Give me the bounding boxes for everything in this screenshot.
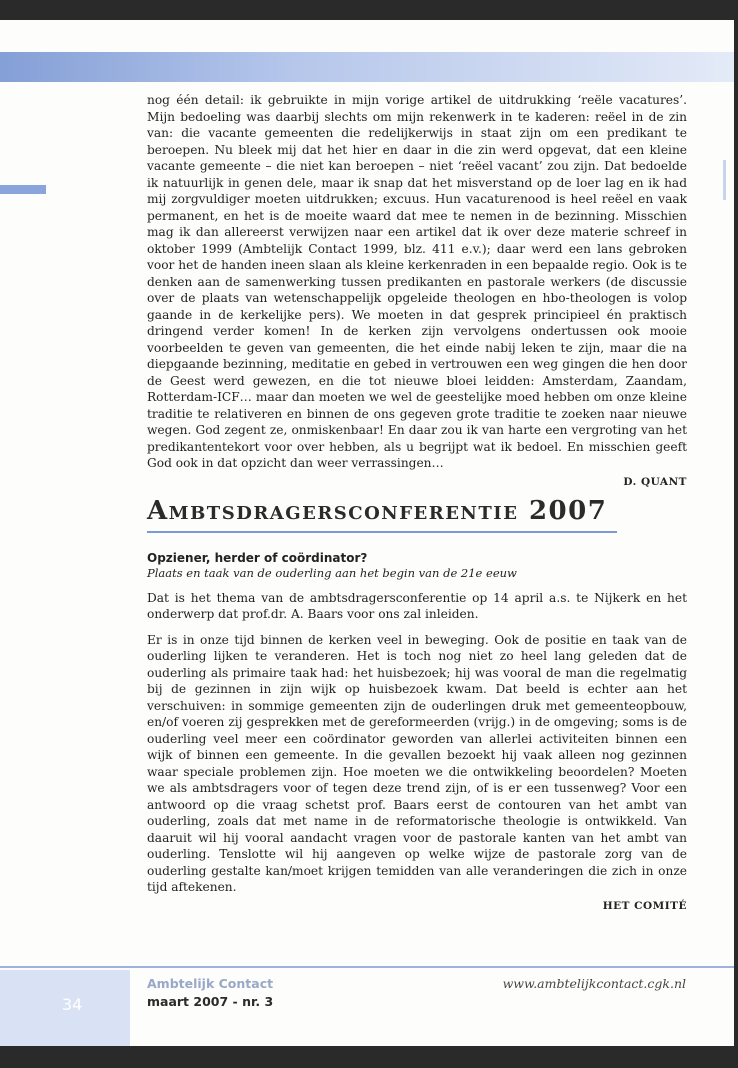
footer-website-link[interactable]: www.ambtelijkcontact.cgk.nl bbox=[502, 976, 686, 991]
page-number: 34 bbox=[62, 995, 83, 1014]
footer-issue: maart 2007 - nr. 3 bbox=[147, 994, 274, 1009]
header-color-band bbox=[0, 52, 734, 82]
article2-subsubtitle: Plaats en taak van de ouderling aan het begin van de 21e eeuw bbox=[147, 565, 517, 580]
magazine-page bbox=[0, 20, 734, 1046]
article1-signature: D. QUANT bbox=[623, 475, 687, 488]
article2-paragraph-1: Dat is het thema van de ambtsdragersconferentie op 14 april a.s. te Nijkerk en het onderwerp dat prof.dr. A. Baars voor ons zal inleiden. bbox=[147, 590, 687, 621]
article-column bbox=[147, 92, 687, 913]
margin-accent-mark bbox=[0, 185, 46, 194]
article2-signature: HET COMITÉ bbox=[602, 899, 687, 912]
article2-paragraph-2: Er is in onze tijd binnen de kerken veel in beweging. Ook de positie en taak van de ouderling lijken te veranderen. Het is toch nog niet zo heel lang geleden dat de ouderling als primaire taak had: het huisbezoek; hij was vooral de man die regelmatig bij de gezinnen in zijn wijk op huisbezoek kwam. Dat beeld is echter aan het verschuiven: in sommige gemeenten zijn de ouderlingen druk met gemeenteopbouw, en/of voeren zij gesprekken met de gereformeerden (vrijg.) in de omgeving; soms is de ouderling veel meer een coördinator geworden van allerlei activiteiten binnen een wijk of binnen een gemeente. In die gevallen bezoekt hij vaak alleen nog gezinnen waar speciale problemen zijn. Hoe moeten we die ontwikkeling beoordelen? Moeten we als ambtsdragers voor of tegen deze trend zijn, of is er een tussenweg? Voor een antwoord op die vraag schetst prof. Baars eerst de contouren van het ambt van ouderling, zoals dat met name in de reformatorische theologie is ontwikkeld. Van daaruit wil hij vooral aandacht vragen voor de pastorale kanten van het ambt van ouderling. Tenslotte wil hij aangeven op welke wijze de pastorale zorg van de ouderling gestalte kan/moet krijgen temidden van alle veranderingen die zich in onze tijd aftekenen. bbox=[147, 632, 687, 894]
section-heading: Ambtsdragersconferentie 2007 bbox=[147, 495, 608, 526]
article1-paragraph: nog één detail: ik gebruikte in mijn vorige artikel de uitdrukking ‘reële vacatures’. Mijn bedoeling was daarbij slechts om mijn rekenwerk in te kaderen: reëel in de zin van: die vacante gemeenten die redelijkerwijs in staat zijn om een predikant te beroepen. Nu bleek mij dat het hier en daar in die zin werd opgevat, dat een kleine vacante gemeente – die niet kan beroepen – niet ‘reëel vacant’ zou zijn. Dat bedoelde ik natuurlijk in genen dele, maar ik snap dat het misverstand op de loer lag en ik had mij zorgvuldiger moeten uitdrukken; excuus. Hun vacaturenood is heel reëel en vaak permanent, en het is de moeite waard dat mee te nemen in de bezinning. Misschien mag ik dan allereerst verwijzen naar een artikel dat ik over deze materie schreef in oktober 1999 (Ambtelijk Contact 1999, blz. 411 e.v.); daar werd een lans gebroken voor het de handen ineen slaan als kleine kerkenraden in een bepaalde regio. Ook is te denken aan de samenwerking tussen predikanten en pastorale werkers (de discussie over de plaats van wetenschappelijk opgeleide theologen en hbo-theologen is volop gaande in de kerkelijke pers). We moeten in dat gesprek principieel én praktisch dringend verder komen! In de kerken zijn vervolgens ondertussen ook mooie voorbeelden te geven van gemeenten, die het einde nabij leken te zijn, maar die na diepgaande bezinning, meditatie en gebed in vertrouwen een weg gingen die hen door de Geest werd gewezen, en die tot nieuwe bloei leidden: Amsterdam, Zaandam, Rotterdam-ICF… maar dan moeten we wel de geestelijke moed hebben om onze kleine traditie te relativeren en binnen de ons gegeven grote traditie te zoeken naar nieuwe wegen. God zegent ze, onmiskenbaar! En daar zou ik van harte een vergroting van het predikantentekort voor over hebben, als u begrijpt wat ik bedoel. En misschien geeft God ook in dat opzicht dan weer verrassingen… bbox=[147, 93, 687, 470]
heading-underline bbox=[147, 531, 617, 533]
footer-magazine-name: Ambtelijk Contact bbox=[147, 976, 274, 991]
article2-subtitle: Opziener, herder of coördinator? bbox=[147, 550, 368, 565]
right-edge-mark bbox=[723, 160, 726, 200]
footer-rule bbox=[0, 966, 734, 968]
